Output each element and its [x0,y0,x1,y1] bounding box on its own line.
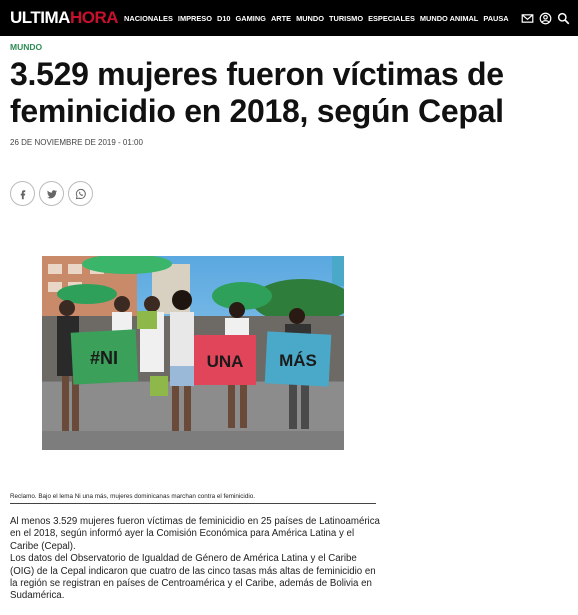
mail-icon[interactable] [521,12,534,25]
nav-item-turismo[interactable]: TURISMO [328,13,364,23]
logo-text-ultima: ULTIMA [10,8,70,27]
sign-ni: #NI [89,348,119,368]
header-icons [521,0,570,36]
search-icon[interactable] [557,12,570,25]
user-icon[interactable] [539,12,552,25]
nav-item-mundo-animal[interactable]: MUNDO ANIMAL [419,13,479,23]
nav-item-impreso[interactable]: IMPRESO [177,13,212,23]
article-title: 3.529 mujeres fueron víctimas de feminicidio en 2018, según Cepal [10,56,504,129]
nav-item-d10[interactable]: D10 [216,13,231,23]
sign-una: UNA [206,352,244,371]
share-twitter-button[interactable] [39,181,64,206]
photo-caption: Reclamo. Bajo el lema Ni una más, mujeres dominicanas marchan contra el feminicidio. [10,493,255,500]
logo-text-hora: HORA [69,8,119,27]
share-facebook-button[interactable] [10,181,35,206]
nav-item-nacionales[interactable]: NACIONALES [124,13,173,23]
nav-item-gaming[interactable]: GAMING [235,13,266,23]
share-buttons [10,181,93,206]
main-nav [124,14,514,23]
article-photo[interactable] [42,256,344,450]
section-label[interactable]: MUNDO [10,42,43,52]
whatsapp-icon [75,188,87,200]
site-logo[interactable] [10,0,118,36]
twitter-icon [46,188,58,200]
march-photo [42,256,344,450]
nav-item-mundo[interactable]: MUNDO [296,13,324,23]
top-navigation-bar [0,0,578,36]
caption-divider [10,503,376,504]
sign-mas: MÁS [279,351,317,370]
article-body [10,516,380,603]
share-whatsapp-button[interactable] [68,181,93,206]
article-paragraph-1: Al menos 3.529 mujeres fueron víctimas de feminicidio en 25 países de Latinoamérica en el 2018, según informó ayer la Comisión Económica para América Latina y el Caribe (Cepal). [10,516,380,552]
article-paragraph-2: Los datos del Observatorio de Igualdad de Género de América Latina y el Caribe (OIG) de la Cepal indicaron que cuatro de las cinco tasas más altas de feminicidio en la región se registran en países de Centroamérica y el Caribe, además de Bolivia en Sudamérica. [10,553,376,602]
facebook-icon [17,188,29,200]
nav-item-especiales[interactable]: ESPECIALES [368,13,415,23]
nav-item-pausa[interactable]: PAUSA [483,13,509,23]
article-date: 26 DE NOVIEMBRE DE 2019 - 01:00 [10,138,143,147]
nav-item-arte[interactable]: ARTE [270,13,292,23]
